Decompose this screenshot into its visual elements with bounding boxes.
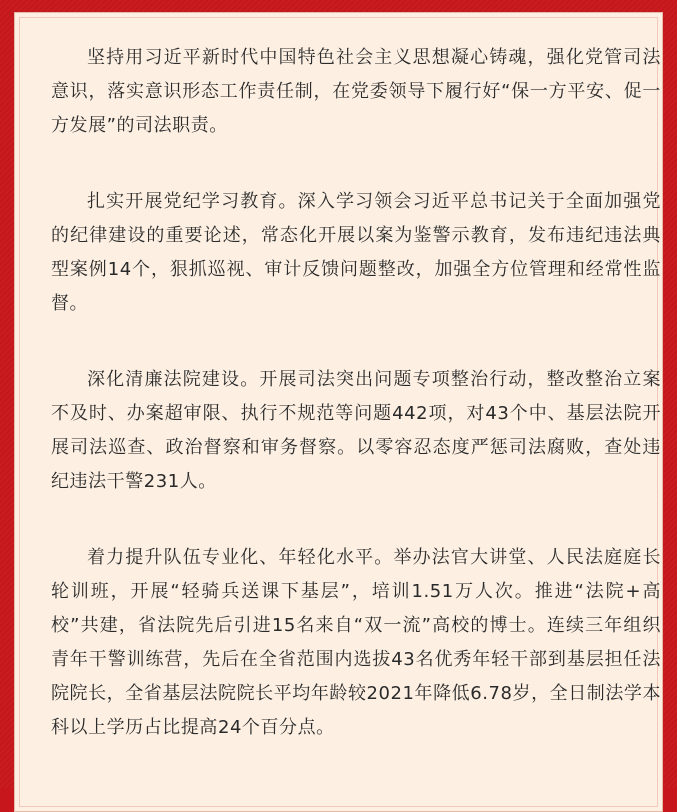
paragraph-team-building: 着力提升队伍专业化、年轻化水平。举办法官大讲堂、人民法庭庭长轮训班，开展“轻骑兵送课下基层”，培训1.51万人次。推进“法院+高校”共建，省法院先后引进15名来自“双一流”高校的博士。连续三年组织青年干警训练营，先后在全省范围内选拔43名优秀年轻干部到基层担任法院院长，全省基层法院院长平均年龄较2021年降低6.78岁，全日制法学本科以上学历占比提高24个百分点。 bbox=[51, 547, 661, 738]
paragraph-discipline-education: 扎实开展党纪学习教育。深入学习领会习近平总书记关于全面加强党的纪律建设的重要论述，常态化开展以案为鉴警示教育，发布违纪违法典型案例14个，狠抓巡视、审计反馈问题整改，加强全方位管理和经常性监督。 bbox=[51, 191, 661, 314]
article-body bbox=[51, 41, 661, 745]
paragraph-clean-court: 深化清廉法院建设。开展司法突出问题专项整治行动，整改整治立案不及时、办案超审限、执行不规范等问题442项，对43个中、基层法院开展司法巡查、政治督察和审务督察。以零容忍态度严惩司法腐败，查处违纪违法干警231人。 bbox=[51, 369, 661, 492]
paragraph-ideology: 坚持用习近平新时代中国特色社会主义思想凝心铸魂，强化党管司法意识，落实意识形态工作责任制，在党委领导下履行好“保一方平安、促一方发展”的司法职责。 bbox=[51, 47, 661, 136]
content-panel bbox=[14, 12, 663, 812]
